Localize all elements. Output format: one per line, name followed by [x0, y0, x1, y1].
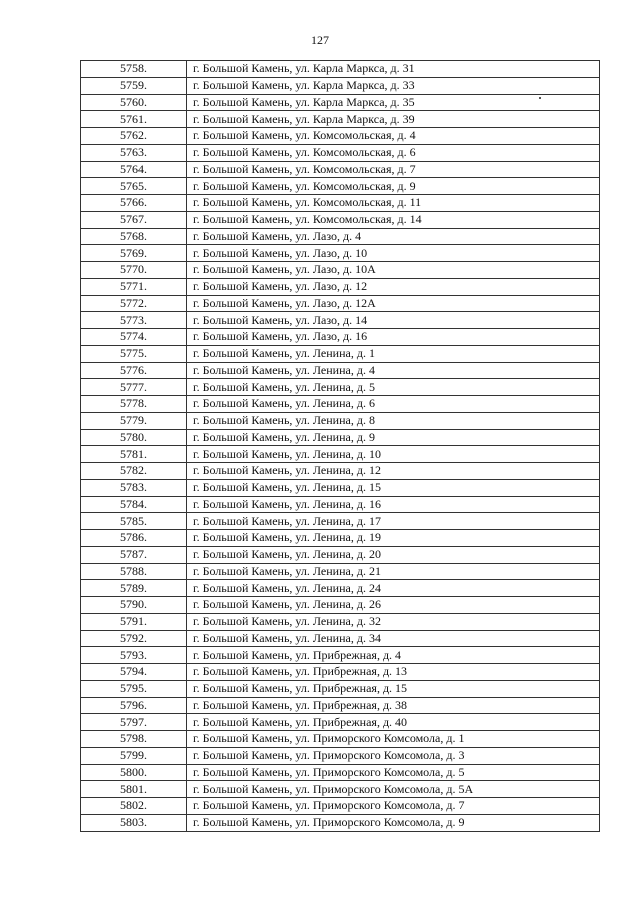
row-address: г. Большой Камень, ул. Ленина, д. 16 — [187, 496, 600, 513]
row-number: 5777. — [81, 379, 187, 396]
table-row — [81, 396, 600, 413]
table-row — [81, 764, 600, 781]
row-address: г. Большой Камень, ул. Приморского Комсомола, д. 1 — [187, 731, 600, 748]
table-row — [81, 412, 600, 429]
row-number: 5782. — [81, 463, 187, 480]
address-table-body — [81, 61, 600, 832]
row-number: 5802. — [81, 798, 187, 815]
row-number: 5784. — [81, 496, 187, 513]
row-address: г. Большой Камень, ул. Ленина, д. 4 — [187, 362, 600, 379]
row-address: г. Большой Камень, ул. Ленина, д. 1 — [187, 345, 600, 362]
row-number: 5778. — [81, 396, 187, 413]
row-number: 5759. — [81, 77, 187, 94]
table-row — [81, 111, 600, 128]
table-row — [81, 161, 600, 178]
row-address: г. Большой Камень, ул. Лазо, д. 16 — [187, 329, 600, 346]
row-number: 5790. — [81, 597, 187, 614]
row-number: 5781. — [81, 446, 187, 463]
row-number: 5765. — [81, 178, 187, 195]
row-number: 5794. — [81, 664, 187, 681]
row-number: 5771. — [81, 278, 187, 295]
row-address: г. Большой Камень, ул. Приморского Комсомола, д. 7 — [187, 798, 600, 815]
table-row — [81, 278, 600, 295]
row-number: 5773. — [81, 312, 187, 329]
row-number: 5800. — [81, 764, 187, 781]
row-address: г. Большой Камень, ул. Комсомольская, д. 7 — [187, 161, 600, 178]
table-row — [81, 61, 600, 78]
row-address: г. Большой Камень, ул. Ленина, д. 20 — [187, 546, 600, 563]
row-number: 5797. — [81, 714, 187, 731]
table-row — [81, 228, 600, 245]
table-row — [81, 613, 600, 630]
row-address: г. Большой Камень, ул. Ленина, д. 6 — [187, 396, 600, 413]
row-address: г. Большой Камень, ул. Приморского Комсомола, д. 5 — [187, 764, 600, 781]
table-row — [81, 94, 600, 111]
row-number: 5788. — [81, 563, 187, 580]
row-number: 5766. — [81, 195, 187, 212]
row-number: 5776. — [81, 362, 187, 379]
table-row — [81, 680, 600, 697]
row-number: 5799. — [81, 747, 187, 764]
row-address: г. Большой Камень, ул. Ленина, д. 17 — [187, 513, 600, 530]
row-address: г. Большой Камень, ул. Ленина, д. 15 — [187, 479, 600, 496]
row-address: г. Большой Камень, ул. Ленина, д. 32 — [187, 613, 600, 630]
row-number: 5801. — [81, 781, 187, 798]
table-row — [81, 664, 600, 681]
row-address: г. Большой Камень, ул. Ленина, д. 26 — [187, 597, 600, 614]
row-number: 5762. — [81, 128, 187, 145]
row-number: 5779. — [81, 412, 187, 429]
table-row — [81, 362, 600, 379]
row-address: г. Большой Камень, ул. Лазо, д. 10 — [187, 245, 600, 262]
address-table — [80, 60, 600, 832]
row-address: г. Большой Камень, ул. Прибрежная, д. 4 — [187, 647, 600, 664]
table-row — [81, 77, 600, 94]
row-number: 5783. — [81, 479, 187, 496]
row-number: 5785. — [81, 513, 187, 530]
row-number: 5793. — [81, 647, 187, 664]
table-row — [81, 211, 600, 228]
table-row — [81, 329, 600, 346]
row-number: 5767. — [81, 211, 187, 228]
row-address: г. Большой Камень, ул. Прибрежная, д. 40 — [187, 714, 600, 731]
row-address: г. Большой Камень, ул. Ленина, д. 12 — [187, 463, 600, 480]
row-number: 5792. — [81, 630, 187, 647]
table-row — [81, 563, 600, 580]
table-row — [81, 630, 600, 647]
row-number: 5775. — [81, 345, 187, 362]
row-address: г. Большой Камень, ул. Приморского Комсомола, д. 3 — [187, 747, 600, 764]
row-number: 5758. — [81, 61, 187, 78]
table-row — [81, 245, 600, 262]
table-row — [81, 647, 600, 664]
row-address: г. Большой Камень, ул. Прибрежная, д. 38 — [187, 697, 600, 714]
row-address: г. Большой Камень, ул. Ленина, д. 9 — [187, 429, 600, 446]
table-row — [81, 747, 600, 764]
row-address: г. Большой Камень, ул. Ленина, д. 21 — [187, 563, 600, 580]
row-address: г. Большой Камень, ул. Прибрежная, д. 15 — [187, 680, 600, 697]
row-address: г. Большой Камень, ул. Карла Маркса, д. 35 — [187, 94, 600, 111]
row-number: 5791. — [81, 613, 187, 630]
row-address: г. Большой Камень, ул. Ленина, д. 19 — [187, 530, 600, 547]
row-address: г. Большой Камень, ул. Карла Маркса, д. 39 — [187, 111, 600, 128]
table-row — [81, 144, 600, 161]
row-address: г. Большой Камень, ул. Комсомольская, д. 9 — [187, 178, 600, 195]
table-row — [81, 697, 600, 714]
table-row — [81, 731, 600, 748]
table-row — [81, 262, 600, 279]
row-address: г. Большой Камень, ул. Карла Маркса, д. 31 — [187, 61, 600, 78]
row-number: 5764. — [81, 161, 187, 178]
table-row — [81, 312, 600, 329]
row-address: г. Большой Камень, ул. Ленина, д. 34 — [187, 630, 600, 647]
page-number: 127 — [311, 33, 329, 47]
row-address: г. Большой Камень, ул. Приморского Комсомола, д. 9 — [187, 814, 600, 831]
row-number: 5760. — [81, 94, 187, 111]
row-address: г. Большой Камень, ул. Комсомольская, д. 6 — [187, 144, 600, 161]
row-address: г. Большой Камень, ул. Лазо, д. 4 — [187, 228, 600, 245]
row-number: 5763. — [81, 144, 187, 161]
table-row — [81, 178, 600, 195]
row-address: г. Большой Камень, ул. Лазо, д. 12А — [187, 295, 600, 312]
table-row — [81, 496, 600, 513]
table-row — [81, 195, 600, 212]
row-number: 5786. — [81, 530, 187, 547]
table-row — [81, 379, 600, 396]
table-row — [81, 429, 600, 446]
row-number: 5768. — [81, 228, 187, 245]
table-row — [81, 128, 600, 145]
row-number: 5761. — [81, 111, 187, 128]
table-row — [81, 479, 600, 496]
row-number: 5795. — [81, 680, 187, 697]
table-row — [81, 546, 600, 563]
row-number: 5796. — [81, 697, 187, 714]
row-number: 5787. — [81, 546, 187, 563]
row-address: г. Большой Камень, ул. Приморского Комсомола, д. 5А — [187, 781, 600, 798]
row-address: г. Большой Камень, ул. Прибрежная, д. 13 — [187, 664, 600, 681]
row-number: 5803. — [81, 814, 187, 831]
row-address: г. Большой Камень, ул. Комсомольская, д. 4 — [187, 128, 600, 145]
table-row — [81, 597, 600, 614]
table-row — [81, 814, 600, 831]
row-number: 5770. — [81, 262, 187, 279]
table-row — [81, 530, 600, 547]
row-number: 5780. — [81, 429, 187, 446]
row-address: г. Большой Камень, ул. Лазо, д. 12 — [187, 278, 600, 295]
row-address: г. Большой Камень, ул. Лазо, д. 14 — [187, 312, 600, 329]
table-row — [81, 798, 600, 815]
row-address: г. Большой Камень, ул. Лазо, д. 10А — [187, 262, 600, 279]
table-row — [81, 580, 600, 597]
row-address: г. Большой Камень, ул. Комсомольская, д. 11 — [187, 195, 600, 212]
row-address: г. Большой Камень, ул. Ленина, д. 5 — [187, 379, 600, 396]
row-address: г. Большой Камень, ул. Ленина, д. 8 — [187, 412, 600, 429]
row-number: 5769. — [81, 245, 187, 262]
row-number: 5772. — [81, 295, 187, 312]
row-address: г. Большой Камень, ул. Карла Маркса, д. 33 — [187, 77, 600, 94]
table-row — [81, 781, 600, 798]
row-address: г. Большой Камень, ул. Ленина, д. 24 — [187, 580, 600, 597]
row-number: 5789. — [81, 580, 187, 597]
row-address: г. Большой Камень, ул. Комсомольская, д. 14 — [187, 211, 600, 228]
table-row — [81, 345, 600, 362]
table-row — [81, 714, 600, 731]
table-row — [81, 295, 600, 312]
row-address: г. Большой Камень, ул. Ленина, д. 10 — [187, 446, 600, 463]
table-row — [81, 446, 600, 463]
row-number: 5774. — [81, 329, 187, 346]
table-row — [81, 463, 600, 480]
row-number: 5798. — [81, 731, 187, 748]
table-row — [81, 513, 600, 530]
